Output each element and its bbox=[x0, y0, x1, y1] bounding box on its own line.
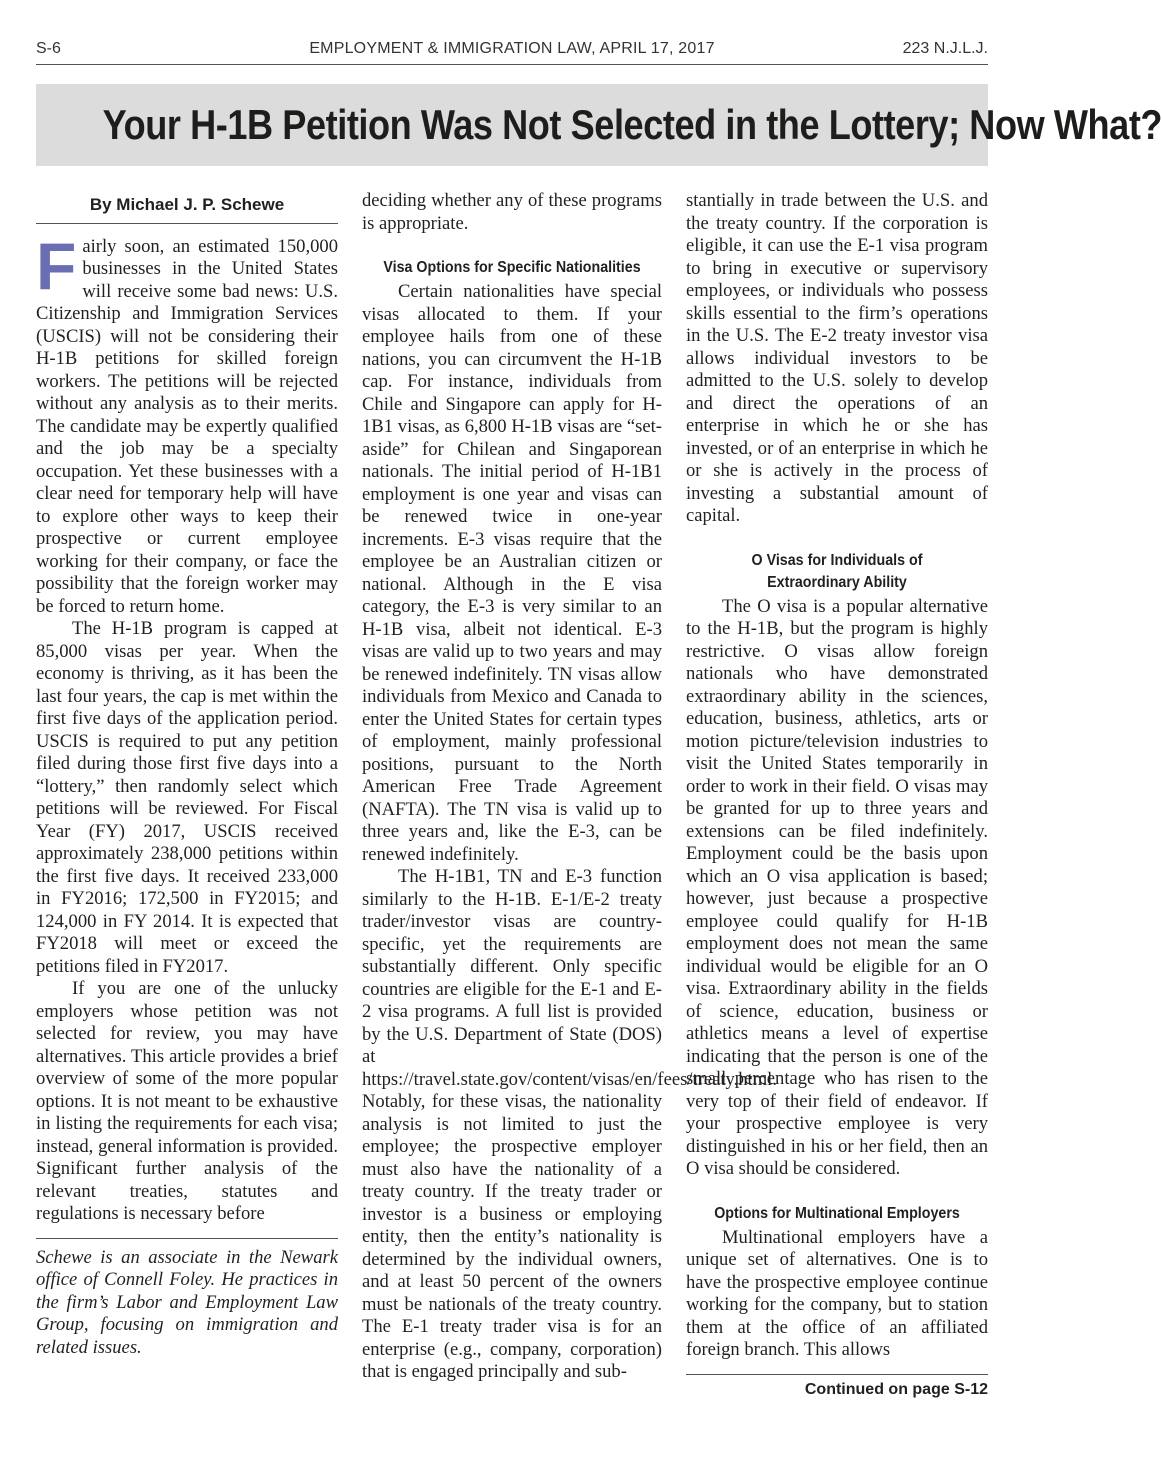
drop-cap: F bbox=[36, 228, 77, 303]
article-title: Your H-1B Petition Was Not Selected in the Lottery; Now What? bbox=[102, 101, 1162, 148]
subhead-line: Extraordinary Ability bbox=[767, 573, 907, 591]
subhead-line: O Visas for Individuals of bbox=[751, 551, 923, 569]
volume-label: 223 N.J.L.J. bbox=[902, 40, 988, 57]
subhead-specific-nationalities: Visa Options for Specific Nationalities bbox=[383, 259, 641, 276]
publication-line: EMPLOYMENT & IMMIGRATION LAW, APRIL 17, 2017 bbox=[309, 40, 715, 57]
paragraph: stantially in trade between the U.S. and the treaty country. If the corporation is eligible, it can use the E-1 visa program to bring in executive or supervisory employees, or individuals who possess skills essential to the firm’s operations in the U.S. The E-2 treaty investor visa allows individual investors to be admitted to the U.S. solely to develop and direct the operations of an enterprise in which he or she has invested, or of an enterprise in which he or she is actively in the process of investing a substantial amount of capital. bbox=[686, 190, 988, 526]
subhead-o-visas bbox=[698, 550, 976, 594]
continued-link[interactable]: Continued on page S-12 bbox=[686, 1374, 988, 1402]
title-band bbox=[36, 84, 1162, 166]
paragraph: Multinational employers have a unique set of alternatives. One is to have the prospective employee continue working for the company, but to station them at the office of an affiliated foreign branch. This allows bbox=[686, 1226, 988, 1360]
paragraph-text: airly soon, an estimated 150,000 businesses in the United States will receive some bad news: U.S. Citizenship and Immigration Services (USCIS) will not be considering their H-1B petitions for skilled foreign workers. The petitions will be rejected without any analysis as to their merits. The candidate may be expertly qualified and the job may be a specialty occupation. Yet these businesses with a clear need for temporary help will have to explore other ways to keep their prospective or current employee working for their company, or face the possibility that the foreign worker may be forced to return home. bbox=[36, 235, 338, 617]
column-3 bbox=[686, 190, 988, 1401]
paragraph: The H-1B program is capped at 85,000 visas per year. When the economy is thriving, as it has been the last four years, the cap is met within the first five days of the application period. USCIS is required to put any petition filed during those first five days into a “lottery,” then randomly select which petitions will be reviewed. For Fiscal Year (FY) 2017, USCIS received approximately 238,000 petitions within the first five days. It received 233,000 in FY2016; 172,500 in FY2015; and 124,000 in FY 2014. It is expected that FY2018 will meet or exceed the petitions filed in FY2017. bbox=[36, 618, 338, 977]
paragraph bbox=[36, 228, 338, 619]
column-2 bbox=[362, 190, 777, 1384]
paragraph: If you are one of the unlucky employers whose petition was not selected for review, you may have alternatives. This article provides a brief overview of some of the more popular options. It is not meant to be exhaustive in listing the requirements for each visa; instead, general information is provided. Significant further analysis of the relevant treaties, statutes and regulations is necessary before bbox=[36, 978, 338, 1224]
paragraph: The H-1B1, TN and E-3 function similarly to the H-1B. E-1/E-2 treaty trader/investor visas are country-specific, yet the requirements are substantially different. Only specific countries are eligible for the E-1 and E-2 visa programs. A full list is provided by the U.S. Department of State (DOS) at https://travel.state.gov/content/visas/en/fees/treaty.html. Notably, for these visas, the nationality analysis is not limited to just the employee; the prospective employer must also have the nationality of a treaty country. If the treaty trader or investor is a business or employing entity, then the entity’s nationality is determined by the individual owners, and at least 50 percent of the owners must be nationals of the treaty country. The E-1 treaty trader visa is for an enterprise (e.g., company, corporation) that is engaged principally and sub- bbox=[362, 866, 777, 1382]
column-1 bbox=[36, 190, 338, 1359]
paragraph: deciding whether any of these programs is appropriate. bbox=[362, 190, 662, 234]
author-bio: Schewe is an associate in the Newark office of Connell Foley. He practices in the firm’s Labor and Employment Law Group, focusing on immigration and related issues. bbox=[36, 1238, 338, 1360]
subhead-multinational: Options for Multinational Employers bbox=[714, 1204, 960, 1222]
page-header bbox=[36, 38, 988, 65]
page-number: S-6 bbox=[36, 40, 61, 57]
byline: By Michael J. P. Schewe bbox=[36, 190, 338, 224]
paragraph: Certain nationalities have special visas allocated to them. If your employee hails from one of these nations, you can circumvent the H-1B cap. For instance, individuals from Chile and Singapore can apply for H-1B1 visas, as 6,800 H-1B visas are “set-aside” for Chilean and Singaporean nationals. The initial period of H-1B1 employment is one year and visas can be renewed twice in one-year increments. E-3 visas require that the employee be an Australian citizen or national. Although in the E visa category, the E-3 is very similar to an H-1B visa, albeit not identical. E-3 visas are valid up to two years and may be renewed indefinitely. TN visas allow individuals from Mexico and Canada to enter the United States for certain types of employment, mainly professional positions, pursuant to the North American Free Trade Agreement (NAFTA). The TN visa is valid up to three years and, like the E-3, can be renewed indefinitely. bbox=[362, 281, 662, 865]
paragraph: The O visa is a popular alternative to the H-1B, but the program is highly restrictive. O visas allow foreign nationals who have demonstrated extraordinary ability in the sciences, education, business, athletics, arts or motion picture/television industries to visit the United States temporarily in order to work in their field. O visas may be granted for up to three years and extensions can be filed indefinitely. Employment could be the basis upon which an O visa application is based; however, just because a prospective employee could qualify for H-1B employment does not mean the same individual would be eligible for an O visa. Extraordinary ability in the fields of science, education, business or athletics means a level of expertise indicating that the person is one of the small percentage who has risen to the very top of their field of endeavor. If your prospective employee is very distinguished in his or her field, then an O visa should be considered. bbox=[686, 595, 988, 1179]
